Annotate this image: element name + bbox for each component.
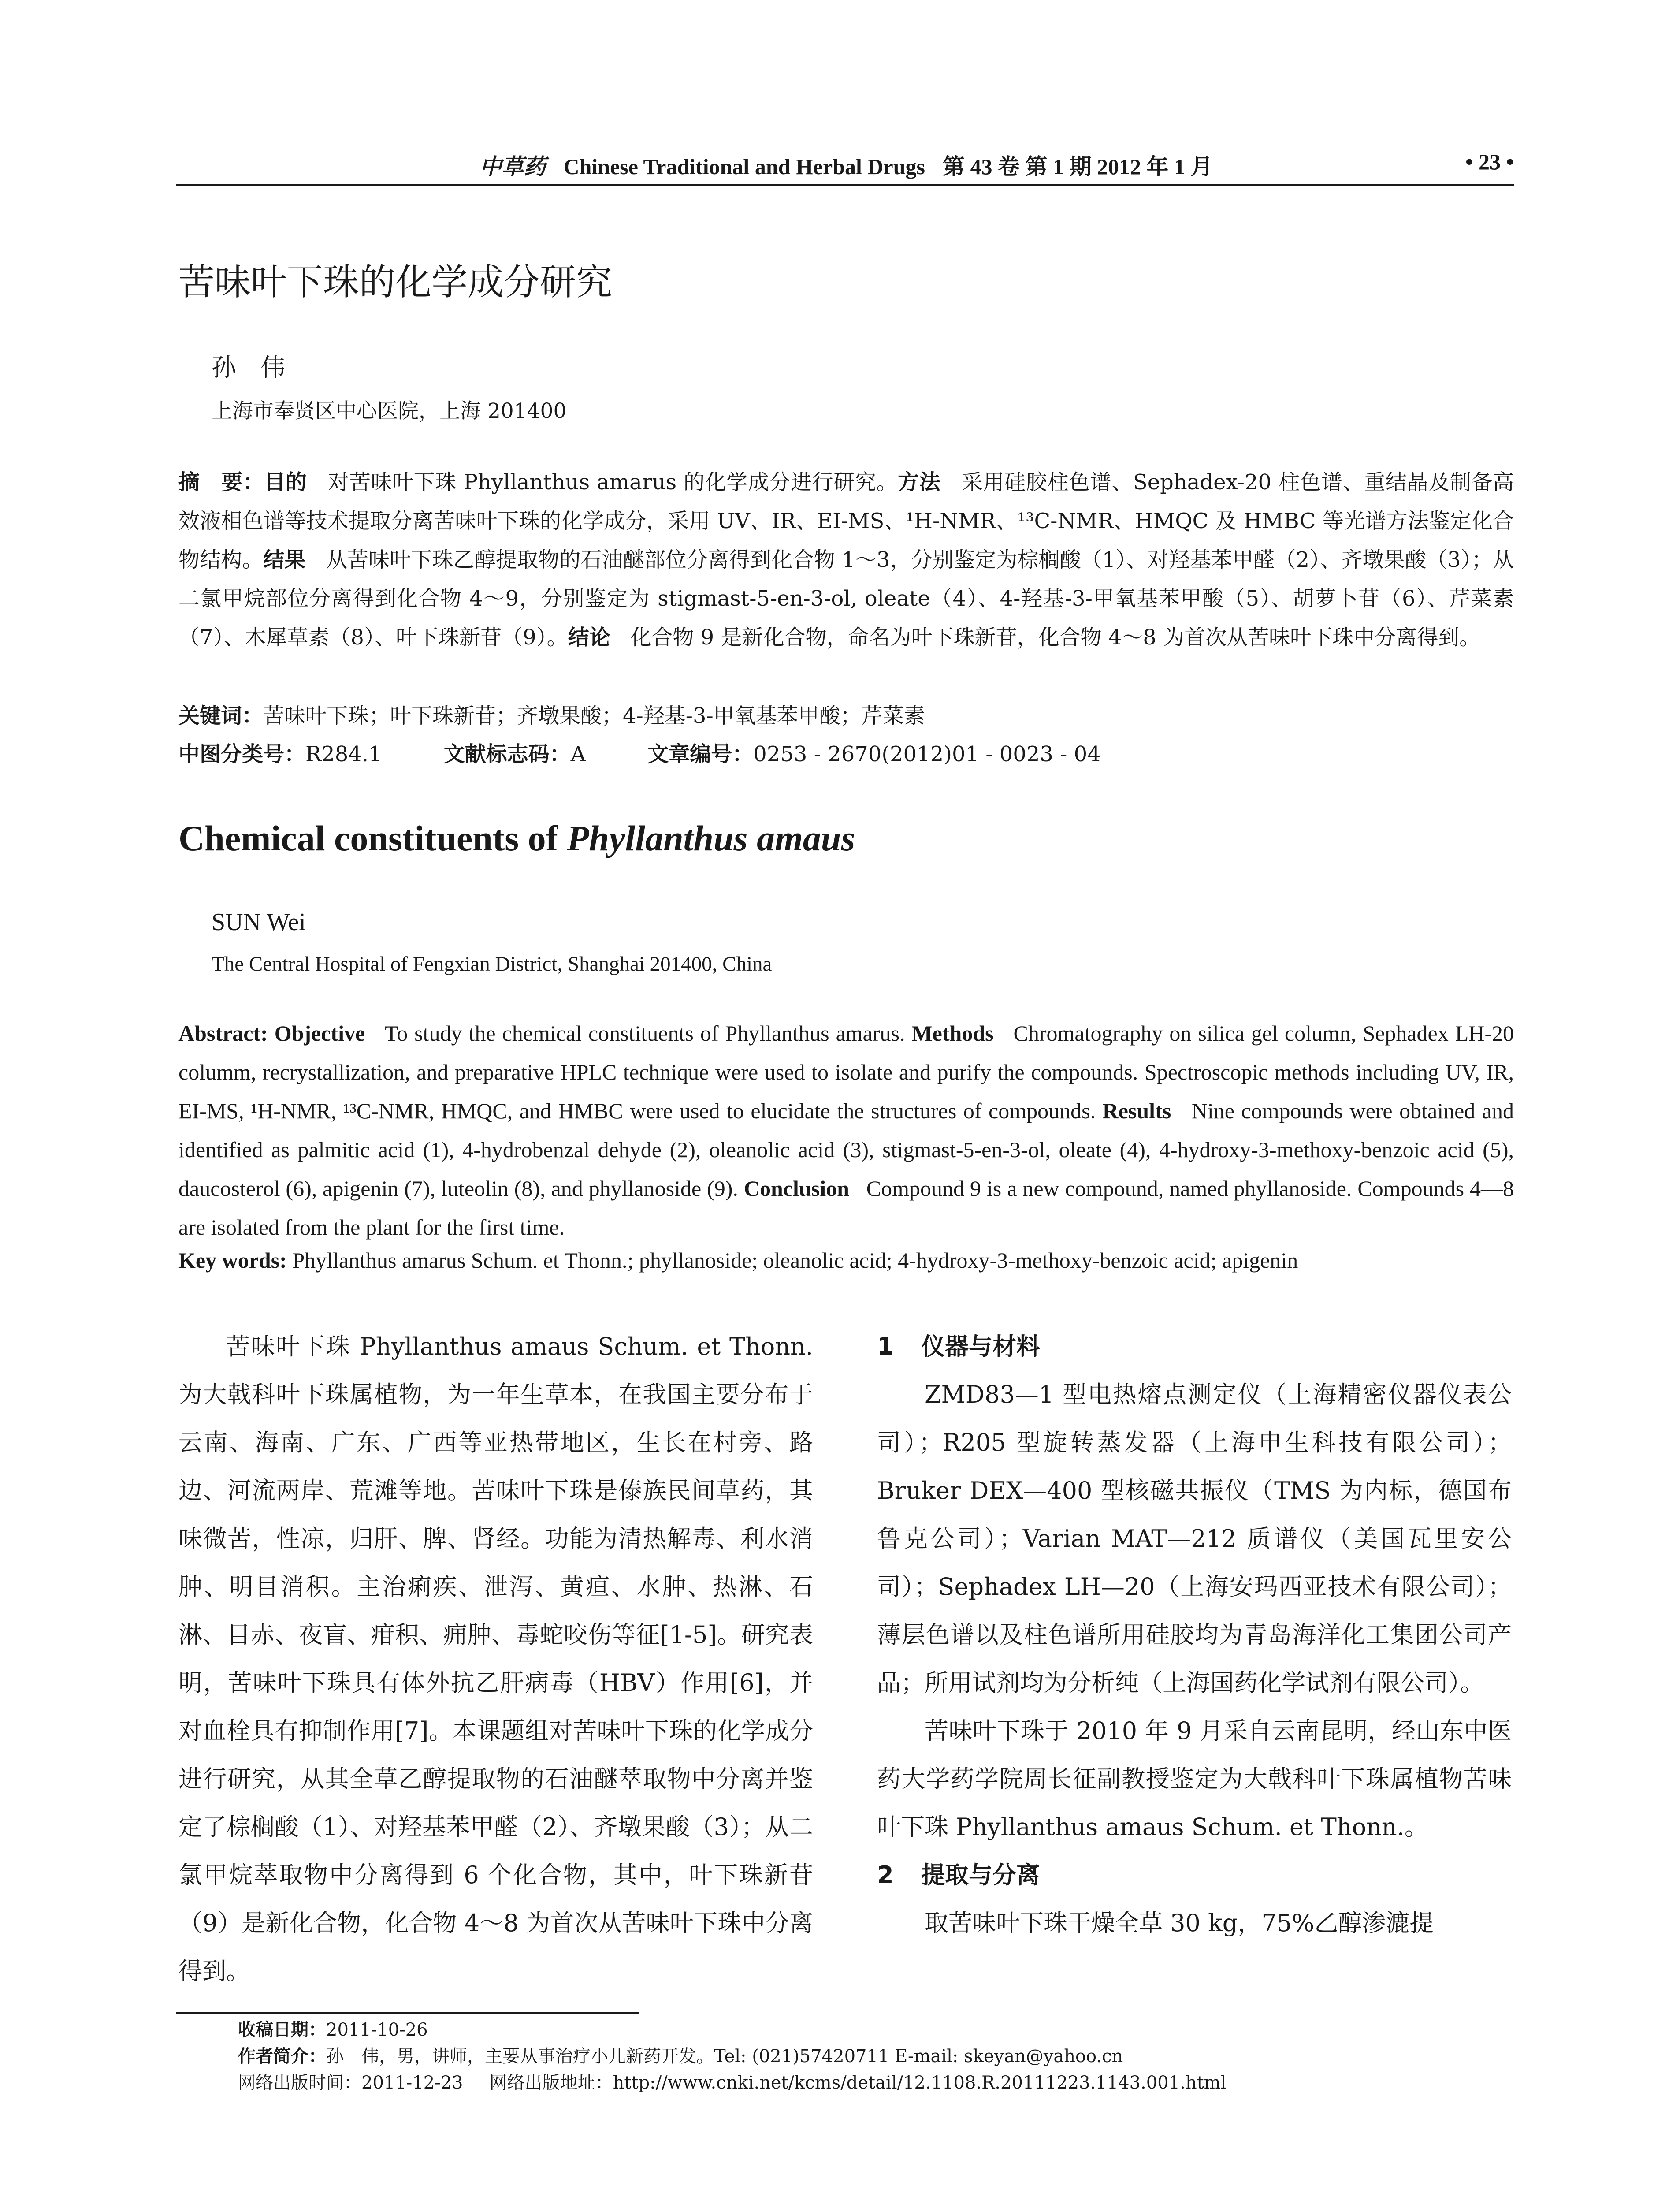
clc-value: R284.1	[305, 742, 382, 767]
cn-abstract	[178, 463, 1514, 657]
en-conclusion-label: Conclusion	[743, 1176, 849, 1201]
author-info-label: 作者简介：	[238, 2046, 326, 2066]
section-2-number: 2	[877, 1861, 894, 1889]
section-1-heading	[877, 1322, 1512, 1370]
received-label: 收稿日期：	[238, 2020, 326, 2040]
footnote-rule	[176, 2012, 639, 2014]
en-abstract-label: Abstract: Objective	[178, 1021, 365, 1046]
en-title-species: Phyllanthus amaus	[567, 818, 855, 858]
cn-abstract-label: 摘 要：	[178, 470, 264, 495]
running-header	[178, 145, 1514, 181]
cn-objective-label: 目的	[264, 470, 307, 495]
en-objective: To study the chemical constituents of Phyllanthus amarus.	[385, 1021, 905, 1046]
received-date: 2011-10-26	[326, 2020, 428, 2040]
section-1-paragraph-2: 苦味叶下珠于 2010 年 9 月采自云南昆明，经山东中医药大学药学院周长征副教授鉴定为大戟科叶下珠属植物苦味叶下珠 Phyllanthus amaus Schum. et Thonn.。	[877, 1717, 1512, 1841]
online-url[interactable]: http://www.cnki.net/kcms/detail/12.1108.R.20111223.1143.001.html	[613, 2073, 1227, 2093]
header-rule	[176, 184, 1514, 186]
article-no-label: 文章编号：	[647, 742, 754, 767]
en-keywords-text: Phyllanthus amarus Schum. et Thonn.; phyllanoside; oleanolic acid; 4-hydroxy-3-methoxy-benzoic acid; apigenin	[292, 1248, 1298, 1273]
section-1-number: 1	[877, 1333, 894, 1360]
en-methods-label: Methods	[911, 1021, 994, 1046]
author-info: 孙 伟，男，讲师，主要从事治疗小儿新药开发。Tel: (021)57420711 E-mail: skeyan@yahoo.cn	[326, 2046, 1123, 2066]
cn-keywords	[178, 699, 925, 729]
body-right-column	[877, 1322, 1512, 1947]
cn-affiliation: 上海市奉贤区中心医院，上海 201400	[212, 399, 567, 423]
cn-objective: 对苦味叶下珠 Phyllanthus amarus 的化学成分进行研究。	[328, 470, 898, 495]
cn-results-label: 结果	[263, 547, 306, 572]
doc-code-label: 文献标志码：	[443, 742, 571, 767]
body-left-column	[178, 1322, 813, 1995]
en-results-label: Results	[1102, 1098, 1171, 1123]
cn-methods: 采用硅胶柱色谱、Sephadex-20 柱色谱、重结晶及制备高效液相色谱等技术提取分离苦味叶下珠的化学成分，采用 UV、IR、EI-MS、¹H-NMR、¹³C-NMR、HMQC 及 HMBC 等光谱方法鉴定化合物结构。	[178, 470, 1514, 572]
section-2-paragraph-1: 取苦味叶下珠干燥全草 30 kg，75%乙醇渗漉提	[925, 1909, 1434, 1937]
en-results: Nine compounds were obtained and identified as palmitic acid (1), 4-hydrobenzal dehyde (2), oleanolic acid (3), stigmast-5-en-3-ol, oleate (4), 4-hydroxy-3-methoxy-benzoic acid (5), daucosterol (6), apigenin (7), luteolin (8), and phyllanoside (9).	[178, 1098, 1514, 1201]
online-url-label: 网络出版地址：	[489, 2073, 613, 2093]
section-2-title: 提取与分离	[921, 1861, 1040, 1889]
doc-code-value: A	[570, 742, 586, 767]
cn-author: 孙伟	[212, 354, 309, 382]
cn-keywords-text: 苦味叶下珠；叶下珠新苷；齐墩果酸；4-羟基-3-甲氧基苯甲酸；芹菜素	[263, 704, 925, 728]
online-time-label: 网络出版时间：	[238, 2073, 361, 2093]
online-time: 2011-12-23	[361, 2073, 463, 2093]
footnote-online	[238, 2070, 1226, 2096]
en-conclusion: Compound 9 is a new compound, named phyllanoside. Compounds 4—8 are isolated from the plant for the first time.	[178, 1176, 1514, 1240]
section-1-paragraph-1: ZMD83—1 型电热熔点测定仪（上海精密仪器仪表公司）；R205 型旋转蒸发器（上海申生科技有限公司）；Bruker DEX—400 型核磁共振仪（TMS 为内标，德国布鲁克公司）；Varian MAT—212 质谱仪（美国瓦里安公司）；Sephadex LH—20（上海安玛西亚技术有限公司）；薄层色谱以及柱色谱所用硅胶均为青岛海洋化工集团公司产品；所用试剂均为分析纯（上海国药化学试剂有限公司）。	[877, 1381, 1512, 1697]
en-title-plain: Chemical constituents of	[178, 818, 567, 858]
intro-paragraph: 苦味叶下珠 Phyllanthus amaus Schum. et Thonn. 为大戟科叶下珠属植物，为一年生草本，在我国主要分布于云南、海南、广东、广西等亚热带地区，生长在村旁、路边、河流两岸、荒滩等地。苦味叶下珠是傣族民间草药，其味微苦，性凉，归肝、脾、肾经。功能为清热解毒、利水消肿、明目消积。主治痢疾、泄泻、黄疸、水肿、热淋、石淋、目赤、夜盲、疳积、痈肿、毒蛇咬伤等征[1-5]。研究表明，苦味叶下珠具有体外抗乙肝病毒（HBV）作用[6]，并对血栓具有抑制作用[7]。本课题组对苦味叶下珠的化学成分进行研究，从其全草乙醇提取物的石油醚萃取物中分离并鉴定了棕榈酸（1）、对羟基苯甲醛（2）、齐墩果酸（3）；从二氯甲烷萃取物中分离得到 6 个化合物，其中，叶下珠新苷（9）是新化合物，化合物 4～8 为首次从苦味叶下珠中分离得到。	[178, 1333, 813, 1985]
section-1-title: 仪器与材料	[921, 1333, 1040, 1360]
article-no-value: 0253 - 2670(2012)01 - 0023 - 04	[753, 742, 1101, 767]
en-abstract	[178, 1014, 1514, 1247]
footnote-author	[238, 2043, 1226, 2070]
clc-label: 中图分类号：	[178, 742, 306, 767]
cn-results: 从苦味叶下珠乙醇提取物的石油醚部位分离得到化合物 1～3，分别鉴定为棕榈酸（1）、对羟基苯甲醛（2）、齐墩果酸（3）；从二氯甲烷部位分离得到化合物 4～9，分别鉴定为 stigmast-5-en-3-ol, oleate（4）、4-羟基-3-甲氧基苯甲酸（5）、胡萝卜苷（6）、芹菜素（7）、木犀草素（8）、叶下珠新苷（9）。	[178, 547, 1514, 650]
cn-conclusion: 化合物 9 是新化合物，命名为叶下珠新苷，化合物 4～8 为首次从苦味叶下珠中分离得到。	[630, 625, 1481, 650]
cn-conclusion-label: 结论	[568, 625, 610, 650]
en-title	[178, 818, 855, 859]
footnote-received	[238, 2017, 1226, 2043]
page-number: • 23 •	[1465, 149, 1514, 174]
cn-title: 苦味叶下珠的化学成分研究	[178, 261, 613, 303]
journal-name-cn: 中草药	[479, 154, 546, 179]
journal-header	[178, 149, 1514, 181]
cn-methods-label: 方法	[898, 470, 941, 495]
en-keywords	[178, 1247, 1298, 1273]
en-methods: Chromatography on silica gel column, Sephadex LH-20 columm, recrystallization, and preparative HPLC technique were used to isolate and purify the compounds. Spectroscopic methods including UV, IR, EI-MS, ¹H-NMR, ¹³C-NMR, HMQC, and HMBC were used to elucidate the structures of compounds.	[178, 1021, 1514, 1123]
journal-name-en: Chinese Traditional and Herbal Drugs	[563, 154, 925, 179]
footnotes	[238, 2017, 1226, 2096]
en-affiliation: The Central Hospital of Fengxian District, Shanghai 201400, China	[212, 953, 772, 975]
cn-keywords-label: 关键词：	[178, 704, 264, 728]
section-2-heading	[877, 1851, 1512, 1899]
en-keywords-label: Key words:	[178, 1248, 287, 1273]
en-author: SUN Wei	[212, 908, 306, 936]
journal-issue: 第 43 卷 第 1 期 2012 年 1 月	[942, 154, 1213, 179]
cn-classification-line	[178, 737, 1101, 767]
